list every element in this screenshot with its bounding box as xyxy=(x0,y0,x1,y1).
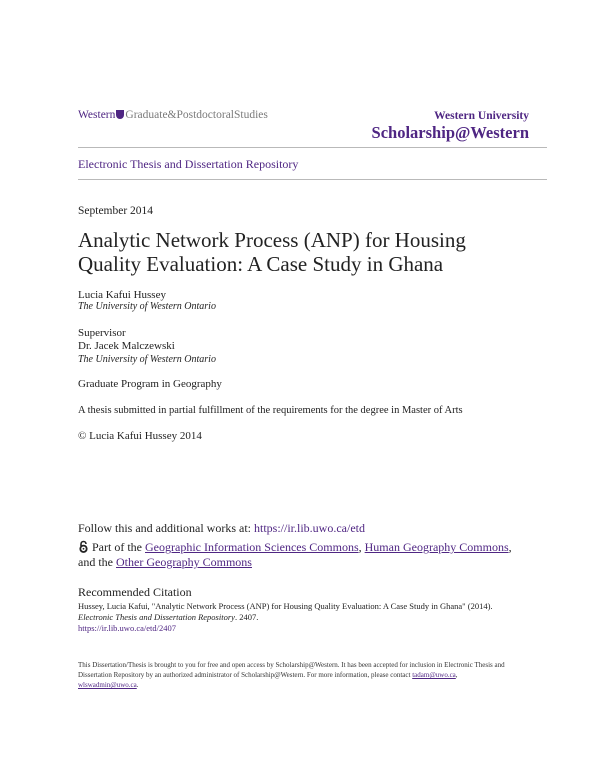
citation-series: Electronic Thesis and Dissertation Repository xyxy=(78,612,235,622)
scholarship-logo[interactable] xyxy=(372,110,529,143)
geographic-information-sciences-commons-link[interactable]: Geographic Information Sciences Commons xyxy=(145,540,359,554)
citation-text xyxy=(78,601,518,634)
part-of-separator-1: , xyxy=(358,540,365,554)
contact-email-link-1[interactable]: tadam@uwo.ca xyxy=(412,671,456,679)
supervisor-block xyxy=(78,327,216,366)
supervisor-label: Supervisor xyxy=(78,327,126,339)
footer-end: . xyxy=(136,681,139,689)
scholarship-western-label: Scholarship@Western xyxy=(371,123,529,142)
footer-text: This Dissertation/Thesis is brought to you for free and open access by Scholarship@Western. It has been accepted for inclusion in Electronic Thesis and Dissertation Repository by an authorized administrator of Scholarship@Western. For more information, please contact xyxy=(78,661,505,679)
part-of-line xyxy=(78,540,518,570)
supervisor-affiliation: The University of Western Ontario xyxy=(78,354,216,365)
copyright: © Lucia Kafui Hussey 2014 xyxy=(78,430,202,442)
western-university-label: Western University xyxy=(434,110,529,122)
citation-body: Hussey, Lucia Kafui, "Analytic Network Process (ANP) for Housing Quality Evaluation: A Case Study in Ghana" (2014). xyxy=(78,601,493,611)
author-block xyxy=(78,289,216,312)
repository-link-text[interactable]: Electronic Thesis and Dissertation Repository xyxy=(78,157,299,171)
western-wordmark: Western xyxy=(78,109,116,121)
recommended-citation-heading: Recommended Citation xyxy=(78,585,192,599)
other-geography-commons-link[interactable]: Other Geography Commons xyxy=(116,555,252,569)
repository-divider xyxy=(78,179,547,180)
footer-separator: , xyxy=(455,671,458,679)
graduate-studies-wordmark: Graduate&PostdoctoralStudies xyxy=(125,109,268,121)
open-access-icon xyxy=(78,540,89,553)
thesis-statement: A thesis submitted in partial fulfillment of the requirements for the degree in Master of Arts xyxy=(78,405,463,416)
citation-number: . 2407. xyxy=(234,612,259,622)
graduate-program: Graduate Program in Geography xyxy=(78,378,222,390)
human-geography-commons-link[interactable]: Human Geography Commons xyxy=(364,540,509,554)
thesis-title: Analytic Network Process (ANP) for Housing Quality Evaluation: A Case Study in Ghana xyxy=(78,228,466,276)
footer-notice xyxy=(78,660,508,690)
shield-icon xyxy=(116,110,124,119)
citation-url-link[interactable]: https://ir.lib.uwo.ca/etd/2407 xyxy=(78,623,176,633)
etd-url-link[interactable]: https://ir.lib.uwo.ca/etd xyxy=(254,521,365,535)
repository-link[interactable] xyxy=(78,157,298,172)
part-of-prefix: Part of the xyxy=(92,540,145,554)
contact-email-link-2[interactable]: wlswadmin@uwo.ca xyxy=(78,681,137,689)
author-affiliation: The University of Western Ontario xyxy=(78,301,216,312)
publication-date: September 2014 xyxy=(78,205,154,217)
follow-line xyxy=(78,521,365,536)
header-divider xyxy=(78,147,547,148)
follow-label: Follow this and additional works at: xyxy=(78,521,254,535)
author-name: Lucia Kafui Hussey xyxy=(78,289,166,301)
part-of-separator-2: , and the xyxy=(78,540,512,569)
supervisor-name: Dr. Jacek Malczewski xyxy=(78,340,175,352)
graduate-studies-logo xyxy=(78,109,268,121)
